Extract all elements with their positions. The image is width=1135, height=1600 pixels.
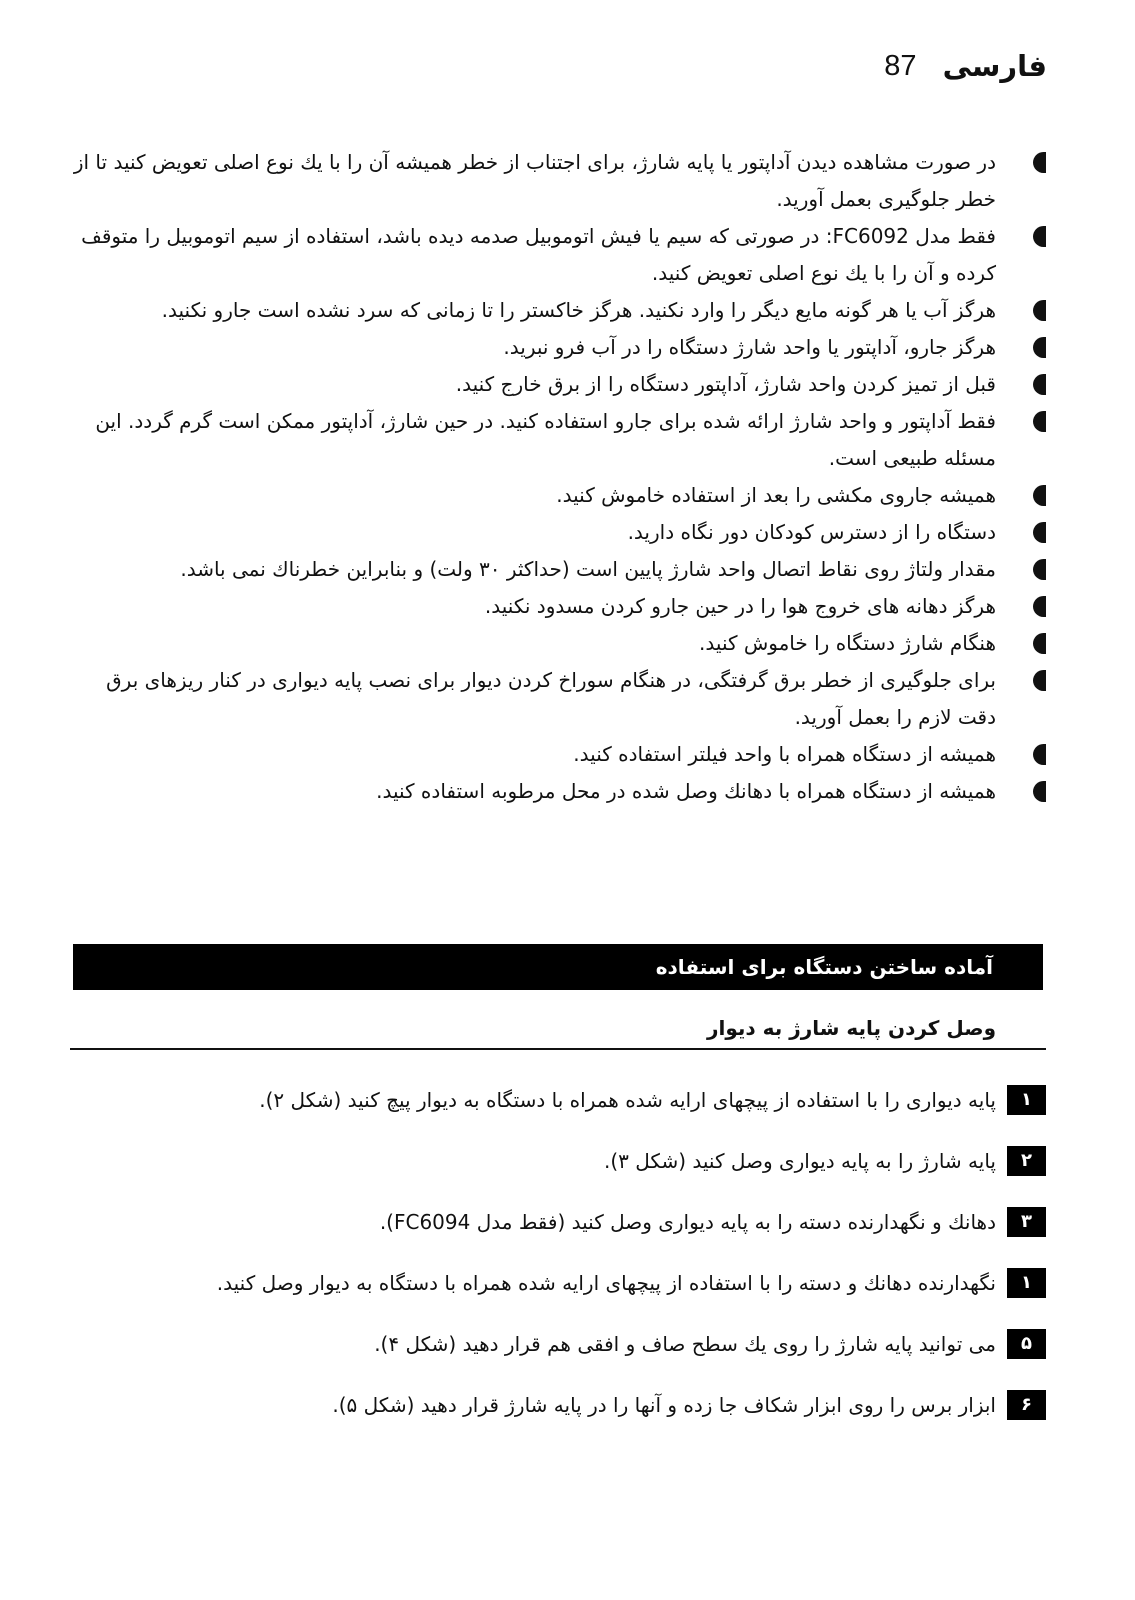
warning-text: هنگام شارژ دستگاه را خاموش کنید. [699, 631, 996, 655]
step-item [70, 1143, 1046, 1180]
warning-item [70, 329, 1046, 366]
bullet-icon [1033, 411, 1046, 432]
warning-text: فقط مدل FC6092: در صورتی که سیم یا فیش اتوموبیل صدمه دیده باشد، استفاده از سیم اتوموبیل را متوقف کرده و آن را با یك نوع اصلی تعویض کنید. [81, 224, 996, 285]
subheading [70, 1008, 1046, 1050]
warning-item [70, 477, 1046, 514]
bullet-icon [1033, 596, 1046, 617]
bullet-icon [1033, 374, 1046, 395]
section-title: آماده ساختن دستگاه برای استفاده [655, 955, 993, 979]
steps-list [70, 1082, 1046, 1448]
warning-item [70, 773, 1046, 810]
step-number-badge: ۱ [1007, 1085, 1046, 1115]
bullet-icon [1033, 781, 1046, 802]
warning-text: قبل از تمیز کردن واحد شارژ، آداپتور دستگاه را از برق خارج کنید. [455, 372, 996, 396]
warning-item [70, 514, 1046, 551]
warning-item [70, 218, 1046, 292]
step-item [70, 1204, 1046, 1241]
bullet-icon [1033, 522, 1046, 543]
warning-item [70, 736, 1046, 773]
bullet-icon [1033, 152, 1046, 173]
warning-item [70, 366, 1046, 403]
step-text: می توانید پایه شارژ را روی یك سطح صاف و افقی هم قرار دهید (شکل ۴). [374, 1332, 996, 1356]
warning-text: مقدار ولتاژ روی نقاط اتصال واحد شارژ پایین است (حداکثر ۳۰ ولت) و بنابراین خطرناك نمی باشد. [180, 557, 996, 581]
warning-text: برای جلوگیری از خطر برق گرفتگی، در هنگام سوراخ کردن دیوار برای نصب پایه دیواری در کنار ریزهای برق دقت لازم را بعمل آورید. [106, 668, 996, 729]
step-number-badge: ۶ [1007, 1390, 1046, 1420]
bullet-icon [1033, 485, 1046, 506]
step-item [70, 1326, 1046, 1363]
bullet-icon [1033, 633, 1046, 654]
step-number-badge: ۵ [1007, 1329, 1046, 1359]
warning-item [70, 588, 1046, 625]
warning-item [70, 403, 1046, 477]
warning-item [70, 625, 1046, 662]
bullet-icon [1033, 744, 1046, 765]
warning-text: فقط آداپتور و واحد شارژ ارائه شده برای جارو استفاده کنید. در حین شارژ، آداپتور ممکن است گرم گردد. این مسئله طبیعی است. [95, 409, 996, 470]
step-text: ابزار برس را روی ابزار شکاف جا زده و آنها را در پایه شارژ قرار دهید (شکل ۵). [332, 1393, 996, 1417]
step-number-badge: ۱ [1007, 1268, 1046, 1298]
bullet-icon [1033, 300, 1046, 321]
step-item [70, 1265, 1046, 1302]
bullet-icon [1033, 226, 1046, 247]
page-language-title: فارسی [942, 49, 1047, 83]
warning-item [70, 292, 1046, 329]
warning-text: دستگاه را از دسترس کودکان دور نگاه دارید. [627, 520, 996, 544]
warning-text: همیشه جاروی مکشی را بعد از استفاده خاموش کنید. [556, 483, 996, 507]
step-text: دهانك و نگهدارنده دسته را به پایه دیواری وصل کنید (فقط مدل FC6094). [379, 1210, 996, 1234]
warnings-list [70, 144, 1046, 810]
warning-text: در صورت مشاهده دیدن آداپتور یا پایه شارژ، برای اجتناب از خطر همیشه آن را با یك نوع اصلی تعویض کنید تا از خطر جلوگیری بعمل آورید. [73, 150, 996, 211]
subheading-text: وصل کردن پایه شارژ به دیوار [706, 1016, 996, 1040]
warning-text: همیشه از دستگاه همراه با واحد فیلتر استفاده کنید. [573, 742, 996, 766]
warning-item [70, 551, 1046, 588]
step-text: پایه دیواری را با استفاده از پیچهای ارایه شده همراه با دستگاه به دیوار پیچ کنید (شکل ۲). [259, 1088, 996, 1112]
step-number-badge: ۳ [1007, 1207, 1046, 1237]
bullet-icon [1033, 337, 1046, 358]
step-item [70, 1082, 1046, 1119]
step-text: پایه شارژ را به پایه دیواری وصل کنید (شکل ۳). [603, 1149, 996, 1173]
bullet-icon [1033, 670, 1046, 691]
warning-text: همیشه از دستگاه همراه با دهانك وصل شده در محل مرطوبه استفاده کنید. [376, 779, 996, 803]
warning-text: هرگز جارو، آداپتور یا واحد شارژ دستگاه را در آب فرو نبرید. [503, 335, 996, 359]
step-number-badge: ۲ [1007, 1146, 1046, 1176]
section-header-bar [73, 944, 1043, 990]
step-item [70, 1387, 1046, 1424]
page-number: 87 [884, 49, 917, 82]
warning-item [70, 662, 1046, 736]
bullet-icon [1033, 559, 1046, 580]
step-text: نگهدارنده دهانك و دسته را با استفاده از پیچهای ارایه شده همراه با دستگاه به دیوار وصل کنید. [216, 1271, 996, 1295]
page-header [884, 44, 1047, 88]
warning-item [70, 144, 1046, 218]
warning-text: هرگز دهانه های خروج هوا را در حین جارو کردن مسدود نکنید. [484, 594, 996, 618]
warning-text: هرگز آب یا هر گونه مایع دیگر را وارد نکنید. هرگز خاکستر را تا زمانی که سرد نشده است جارو نکنید. [161, 298, 996, 322]
